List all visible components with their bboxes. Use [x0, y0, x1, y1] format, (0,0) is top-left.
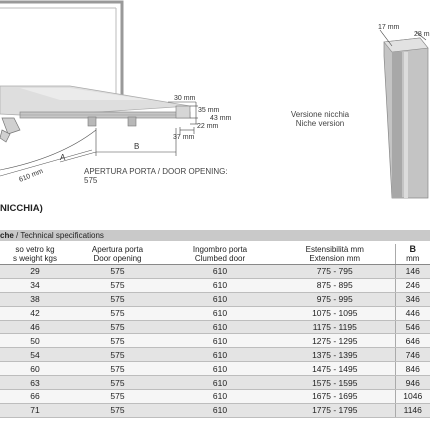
cell-b: 1146	[395, 403, 430, 417]
cell-door-opening: 575	[70, 306, 165, 320]
cell-door-opening: 575	[70, 362, 165, 376]
door-opening-value: 575	[84, 176, 98, 185]
profile-detail	[380, 30, 428, 198]
cell-door-opening: 575	[70, 348, 165, 362]
cell-b: 246	[395, 278, 430, 292]
cell-b: 746	[395, 348, 430, 362]
profile-28-label: 28 m	[414, 31, 430, 38]
cell-clumbed-door: 610	[165, 334, 275, 348]
header-door-opening: Apertura porta Door opening	[70, 244, 165, 265]
cell-weight: 38	[0, 292, 70, 306]
table-row	[0, 376, 430, 390]
cell-extension: 1175 - 1195	[275, 320, 395, 334]
table-row	[0, 348, 430, 362]
cell-door-opening: 575	[70, 403, 165, 417]
cell-weight: 46	[0, 320, 70, 334]
spec-table-body	[0, 265, 430, 418]
cell-clumbed-door: 610	[165, 348, 275, 362]
dim-43-label: 43 mm	[210, 115, 232, 122]
dim-22-label: 22 mm	[197, 123, 219, 130]
niche-version-caption	[285, 110, 355, 128]
cell-b: 1046	[395, 390, 430, 404]
cell-clumbed-door: 610	[165, 362, 275, 376]
dim-a-label: A	[60, 153, 66, 162]
cell-clumbed-door: 610	[165, 265, 275, 279]
cell-door-opening: 575	[70, 390, 165, 404]
cell-weight: 34	[0, 278, 70, 292]
spec-table	[0, 244, 430, 418]
cell-weight: 71	[0, 403, 70, 417]
table-row	[0, 390, 430, 404]
spec-band	[0, 230, 430, 241]
cell-clumbed-door: 610	[165, 306, 275, 320]
spec-band-rest: / Technical specifications	[13, 231, 104, 240]
cell-weight: 63	[0, 376, 70, 390]
cell-extension: 1275 - 1295	[275, 334, 395, 348]
cell-door-opening: 575	[70, 334, 165, 348]
cell-clumbed-door: 610	[165, 390, 275, 404]
dim-35-label: 35 mm	[198, 107, 220, 114]
cell-extension: 875 - 895	[275, 278, 395, 292]
door-frame	[0, 2, 122, 98]
niche-version-it: Versione nicchia	[290, 110, 350, 119]
door-opening-title: APERTURA PORTA / DOOR OPENING:	[84, 167, 228, 176]
cell-extension: 1075 - 1095	[275, 306, 395, 320]
header-extension: Estensibilità mm Extension mm	[275, 244, 395, 265]
cell-weight: 54	[0, 348, 70, 362]
cell-extension: 1675 - 1695	[275, 390, 395, 404]
dim-b-label: B	[134, 142, 140, 151]
table-row	[0, 334, 430, 348]
cell-clumbed-door: 610	[165, 376, 275, 390]
dim-610-label: 610 mm	[18, 167, 45, 184]
dim-30-label: 30 mm	[174, 95, 196, 102]
cell-extension: 775 - 795	[275, 265, 395, 279]
table-row	[0, 320, 430, 334]
cell-door-opening: 575	[70, 292, 165, 306]
table-row	[0, 362, 430, 376]
section-title: NICCHIA)	[0, 203, 43, 214]
table-row	[0, 306, 430, 320]
dim-37-label: 37 mm	[173, 134, 195, 141]
cell-extension: 1375 - 1395	[275, 348, 395, 362]
cell-extension: 1575 - 1595	[275, 376, 395, 390]
cell-b: 346	[395, 292, 430, 306]
cell-weight: 60	[0, 362, 70, 376]
cell-clumbed-door: 610	[165, 278, 275, 292]
table-row	[0, 278, 430, 292]
spec-table-header	[0, 244, 430, 265]
cell-b: 546	[395, 320, 430, 334]
cell-door-opening: 575	[70, 278, 165, 292]
cell-b: 946	[395, 376, 430, 390]
cell-weight: 29	[0, 265, 70, 279]
cell-clumbed-door: 610	[165, 403, 275, 417]
cell-door-opening: 575	[70, 376, 165, 390]
cell-extension: 975 - 995	[275, 292, 395, 306]
header-clumbed-door: Ingombro porta Clumbed door	[165, 244, 275, 265]
cell-extension: 1475 - 1495	[275, 362, 395, 376]
cell-door-opening: 575	[70, 320, 165, 334]
cell-clumbed-door: 610	[165, 320, 275, 334]
cell-b: 446	[395, 306, 430, 320]
header-weight: so vetro kg s weight kgs	[0, 244, 70, 265]
spec-band-bold: che	[0, 231, 14, 240]
door-opening-caption	[84, 167, 228, 185]
cell-clumbed-door: 610	[165, 292, 275, 306]
table-row	[0, 265, 430, 279]
cell-extension: 1775 - 1795	[275, 403, 395, 417]
cell-b: 646	[395, 334, 430, 348]
profile-17-label: 17 mm	[378, 24, 400, 31]
header-b: B mm	[395, 244, 430, 265]
cell-weight: 50	[0, 334, 70, 348]
cell-b: 846	[395, 362, 430, 376]
cell-b: 146	[395, 265, 430, 279]
niche-version-en: Niche version	[295, 119, 345, 128]
table-row	[0, 403, 430, 417]
table-row	[0, 292, 430, 306]
cell-weight: 42	[0, 306, 70, 320]
cell-door-opening: 575	[70, 265, 165, 279]
cell-weight: 66	[0, 390, 70, 404]
